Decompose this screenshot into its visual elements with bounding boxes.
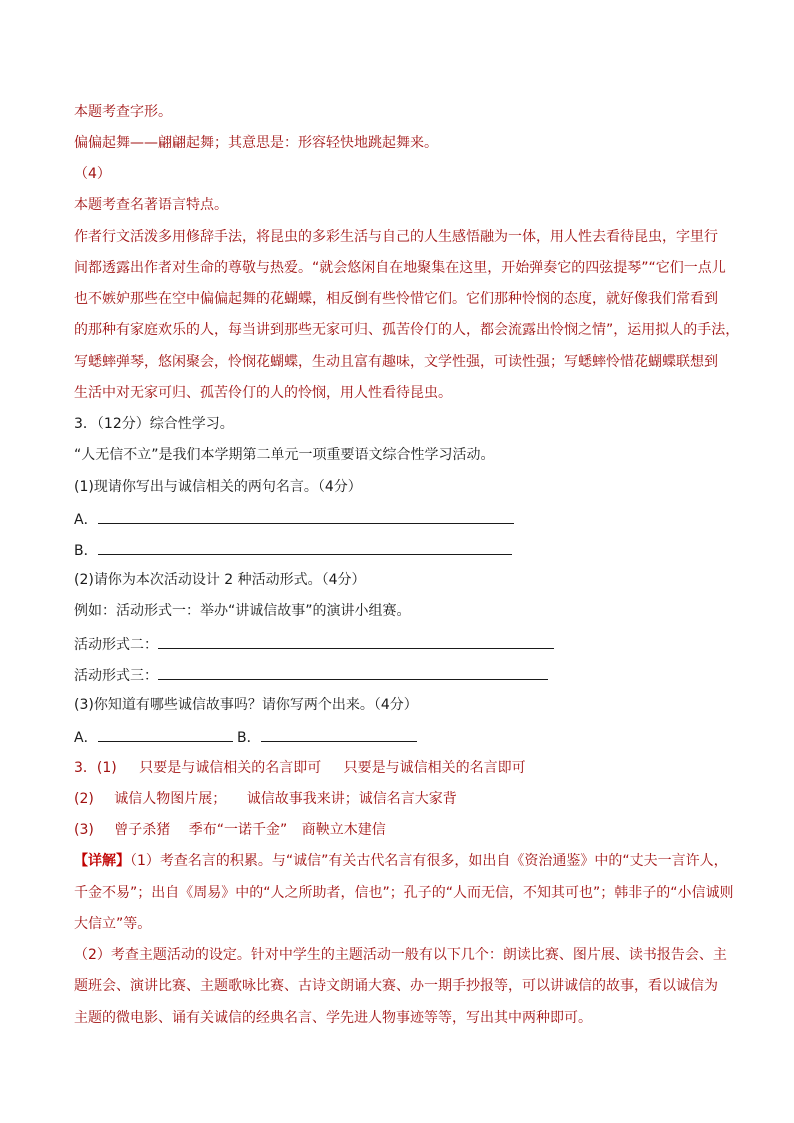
- activity-form-3-label: 活动形式三：: [74, 668, 158, 684]
- blank-label-a: A．: [74, 512, 98, 528]
- answer-blank-3: [74, 726, 417, 748]
- answer-paragraph-line-2: 间都透露出作者对生命的尊敬与热爱。“就会悠闲自在地聚集在这里，开始弹奏它的四弦提琴”“它们一点儿: [74, 260, 726, 276]
- blank-line[interactable]: [158, 664, 548, 680]
- answer-line-2: 偏偏起舞——翩翩起舞；其意思是：形容轻快地跳起舞来。: [74, 135, 438, 151]
- question-3-intro: “人无信不立”是我们本学期第二单元一项重要语文综合性学习活动。: [74, 447, 495, 463]
- answer-line-4: 本题考查名著语言特点。: [74, 197, 228, 213]
- answer-blank-1a: [74, 508, 514, 530]
- detail-line-5: 题班会、演讲比赛、主题歌咏比赛、古诗文朗诵大赛、办一期手抄报等，可以讲诚信的故事，看以诚信为: [74, 978, 718, 994]
- blank-label-a: A．: [74, 730, 98, 746]
- detail-line-1: [74, 851, 728, 871]
- answer-3-1-num: 3．(1): [74, 760, 117, 776]
- answer-3-3-text-b: 季布“一诺千金”: [188, 822, 288, 838]
- detail-line-6: 主题的微电影、诵有关诚信的经典名言、学先进人物事迹等等，写出其中两种即可。: [74, 1010, 592, 1026]
- blank-line[interactable]: [98, 726, 233, 742]
- blank-line[interactable]: [158, 633, 554, 649]
- answer-3-2-text-b: 诚信故事我来讲；诚信名言大家背: [246, 791, 457, 807]
- answer-paragraph-line-1: 作者行文活泼多用修辞手法，将昆虫的多彩生活与自己的人生感悟融为一体，用人性去看待昆虫，字里行: [74, 229, 718, 245]
- question-3-part-2: (2)请你为本次活动设计 2 种活动形式。（4分）: [74, 572, 366, 588]
- activity-form-2: [74, 633, 554, 655]
- answer-paragraph-line-6: 生活中对无家可归、孤苦伶仃的人的怜悯，用人性看待昆虫。: [74, 385, 452, 401]
- answer-3-3-num: (3): [74, 822, 94, 838]
- answer-3-3-text-c: 商鞅立木建信: [301, 822, 386, 838]
- question-3-part-1: (1)现请你写出与诚信相关的两句名言。（4分）: [74, 479, 362, 495]
- answer-blank-1b: [74, 539, 512, 561]
- detail-line-4: （2）考查主题活动的设定。针对中学生的主题活动一般有以下几个：朗读比赛、图片展、读书报告会、主: [74, 947, 727, 963]
- blank-label-b: B．: [237, 730, 261, 746]
- answer-3-2-text-a: 诚信人物图片展；: [114, 791, 227, 807]
- answer-3-1-text-a: 只要是与诚信相关的名言即可: [139, 760, 322, 776]
- blank-label-b: B．: [74, 543, 98, 559]
- activity-example: 例如：活动形式一：举办“讲诚信故事”的演讲小组赛。: [74, 603, 411, 619]
- answer-line-1: 本题考查字形。: [74, 104, 172, 120]
- answer-3-3-text-a: 曾子杀猪: [114, 822, 171, 838]
- answer-3-2-num: (2): [74, 791, 94, 807]
- answer-paragraph-line-4: 的那种有家庭欢乐的人，每当讲到那些无家可归、孤苦伶仃的人，都会流露出怜悯之情”，运用拟人的手法，: [74, 322, 740, 338]
- answer-line-3: （4）: [74, 166, 111, 182]
- detail-line-2: 千金不易”；出自《周易》中的“人之所助者，信也”；孔子的“人而无信，不知其可也”；韩非子的“小信诚则: [74, 885, 734, 901]
- answer-3-3: [74, 820, 386, 840]
- detail-text: （1）考查名言的积累。与“诚信”有关古代名言有很多，如出自《资治通鉴》中的“丈夫一言许人，: [130, 853, 728, 869]
- answer-3-1-text-b: 只要是与诚信相关的名言即可: [343, 760, 526, 776]
- answer-3-2: [74, 789, 457, 809]
- activity-form-3: [74, 664, 548, 686]
- activity-form-2-label: 活动形式二：: [74, 637, 158, 653]
- detail-line-3: 大信立”等。: [74, 916, 152, 932]
- answer-3-1: [74, 758, 526, 778]
- answer-paragraph-line-5: 写蟋蟀弹琴，悠闲聚会，怜悯花蝴蝶，生动且富有趣味，文学性强，可读性强；写蟋蟀怜惜花蝴蝶联想到: [74, 354, 718, 370]
- answer-paragraph-line-3: 也不嫉妒那些在空中偏偏起舞的花蝴蝶，相反倒有些怜惜它们。它们那种怜悯的态度，就好像我们常看到: [74, 291, 718, 307]
- detail-tag: 【详解】: [74, 853, 130, 869]
- question-3-title: 3．（12分）综合性学习。: [74, 416, 234, 432]
- blank-line[interactable]: [98, 539, 512, 555]
- blank-line[interactable]: [98, 508, 514, 524]
- question-3-part-3: (3)你知道有哪些诚信故事吗？请你写两个出来。（4分）: [74, 697, 418, 713]
- blank-line[interactable]: [261, 726, 417, 742]
